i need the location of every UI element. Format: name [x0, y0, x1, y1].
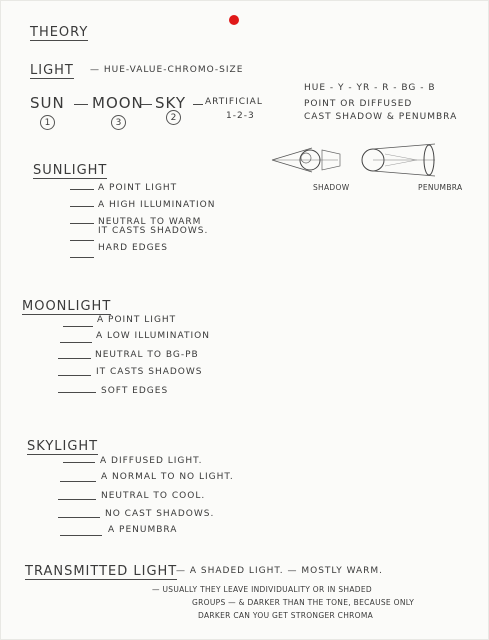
dash — [60, 481, 96, 482]
red-marker-dot — [229, 15, 239, 25]
point-line: POINT OR DIFFUSED — [304, 99, 413, 109]
cast-line: CAST SHADOW & PENUMBRA — [304, 112, 458, 122]
skylight-item: NEUTRAL TO COOL. — [101, 491, 206, 501]
artificial-numbers: 1-2-3 — [226, 111, 255, 121]
skylight-item: A DIFFUSED LIGHT. — [100, 456, 203, 466]
dash — [58, 517, 100, 518]
skylight-item: A PENUMBRA — [108, 525, 178, 535]
moonlight-heading: MOONLIGHT — [22, 299, 112, 314]
sunlight-heading: SUNLIGHT — [33, 163, 108, 178]
dash — [63, 462, 95, 463]
dash — [70, 223, 94, 224]
moon-number: 3 — [111, 115, 126, 130]
transmitted-description: — A SHADED LIGHT. — MOSTLY WARM. — [176, 566, 384, 576]
skylight-heading: SKYLIGHT — [27, 439, 99, 454]
dash — [63, 326, 93, 327]
dash — [58, 375, 91, 376]
moonlight-item: IT CASTS SHADOWS — [96, 367, 203, 377]
dash — [140, 104, 152, 105]
source-sky: SKY — [155, 94, 186, 112]
dash — [58, 392, 96, 393]
source-moon: MOON — [92, 94, 144, 112]
penumbra-label: PENUMBRA — [418, 183, 463, 192]
transmitted-note: GROUPS — & DARKER THAN THE TONE, BECAUSE ONLY — [192, 598, 415, 607]
sunlight-item: A POINT LIGHT — [98, 183, 178, 193]
dash — [58, 358, 91, 359]
skylight-item: NO CAST SHADOWS. — [105, 509, 215, 519]
dash — [60, 342, 92, 343]
dash — [58, 499, 96, 500]
moonlight-item: SOFT EDGES — [101, 386, 169, 396]
page-title: THEORY — [30, 25, 89, 40]
transmitted-note: — USUALLY THEY LEAVE INDIVIDUALITY OR IN SHADED — [152, 585, 372, 594]
transmitted-note: DARKER CAN YOU GET STRONGER CHROMA — [198, 611, 374, 620]
light-heading: LIGHT — [30, 63, 74, 78]
dash — [74, 104, 88, 105]
sunlight-item: HARD EDGES — [98, 243, 168, 253]
sunlight-item: A HIGH ILLUMINATION — [98, 200, 216, 210]
sunlight-item: NEUTRAL TO WARM — [98, 217, 202, 227]
transmitted-heading: TRANSMITTED LIGHT — [25, 564, 178, 579]
moonlight-item: NEUTRAL TO BG-PB — [95, 350, 199, 360]
sunlight-item: IT CASTS SHADOWS. — [98, 226, 209, 236]
light-properties: — HUE-VALUE-CHROMO-SIZE — [90, 65, 244, 75]
moonlight-item: A LOW ILLUMINATION — [96, 331, 210, 341]
dash — [70, 189, 94, 190]
dash — [70, 240, 94, 241]
dash — [70, 257, 94, 258]
dash — [193, 104, 203, 105]
sky-number: 2 — [166, 110, 181, 125]
dash — [60, 535, 102, 536]
hue-line: HUE - Y - YR - R - BG - B — [304, 83, 436, 93]
moonlight-item: A POINT LIGHT — [97, 315, 177, 325]
source-sun: SUN — [30, 94, 65, 112]
dash — [70, 206, 94, 207]
skylight-item: A NORMAL TO NO LIGHT. — [101, 472, 234, 482]
shadow-label: SHADOW — [313, 183, 350, 192]
sun-number: 1 — [40, 115, 55, 130]
source-artificial: ARTIFICIAL — [205, 97, 263, 107]
